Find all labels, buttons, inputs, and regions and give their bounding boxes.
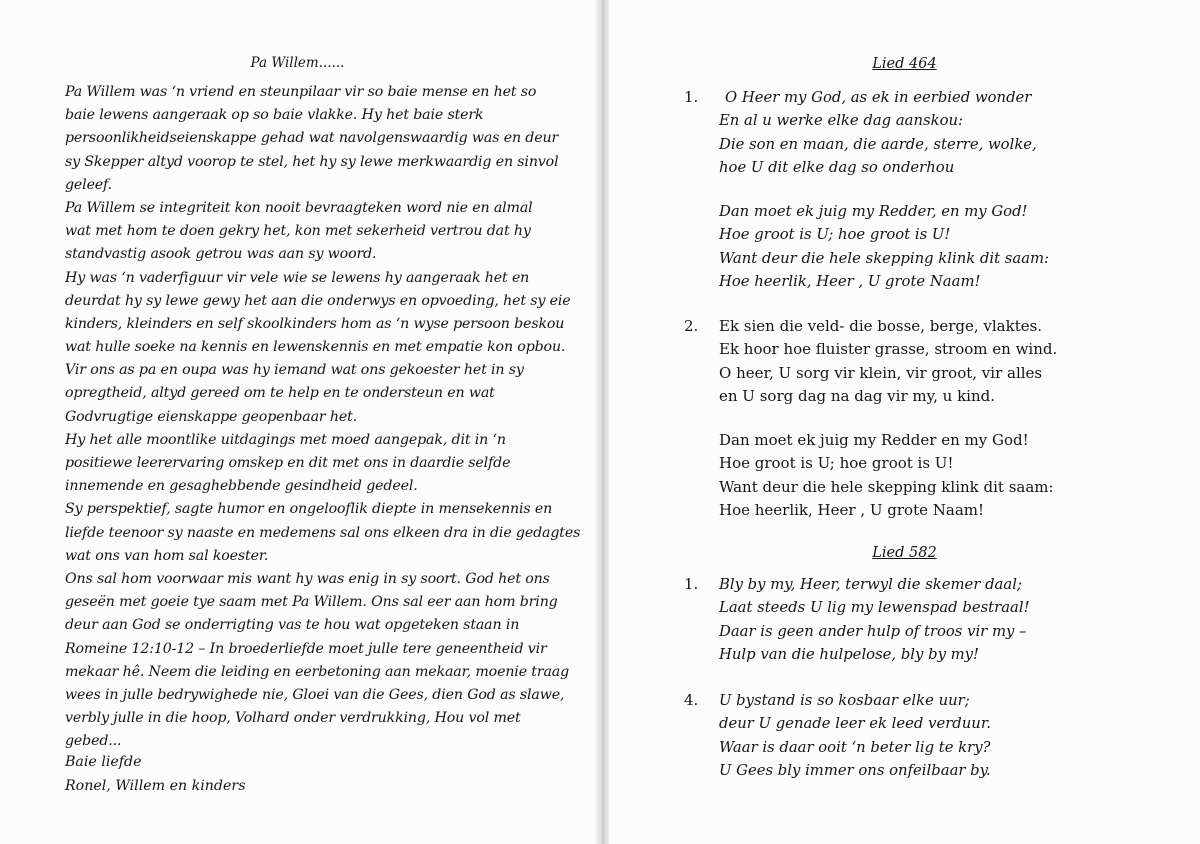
tribute-title: Pa Willem......: [250, 55, 345, 71]
tribute-line: geleef.: [65, 176, 113, 193]
closing-greeting: Baie liefde: [65, 754, 142, 770]
tribute-line: Romeine 12:10-12 – In broederliefde moet julle tere geneentheid vir: [65, 640, 547, 657]
tribute-closing: [65, 751, 245, 798]
hymn-title-464: Lied 464: [872, 56, 937, 72]
tribute-line: persoonlikheidseienskappe gehad wat navolgenswaardig was en deur: [65, 130, 559, 147]
verse-line: Bly by my, Heer, terwyl die skemer daal;: [719, 576, 1022, 593]
verse-line: O Heer my God, as ek in eerbied wonder: [725, 89, 1032, 106]
verse-line: Hulp van die hulpelose, bly by my!: [719, 646, 979, 664]
tribute-line: kinders, kleinders en self skoolkinders hom as ‘n wyse persoon beskou: [65, 315, 565, 332]
tribute-line: Sy perspektief, sagte humor en ongelooflik diepte in mensekennis en: [65, 501, 553, 518]
tribute-line: wees in julle bedrywighede nie, Gloei van die Gees, dien God as slawe,: [65, 686, 565, 703]
closing-signature: Ronel, Willem en kinders: [65, 777, 246, 794]
refrain-line: Hoe groot is U; hoe groot is U!: [719, 226, 951, 244]
refrain-text: [719, 200, 1049, 294]
verse-line: Laat steeds U lig my lewenspad bestraal!: [719, 599, 1030, 617]
tribute-line: verbly julle in die hoop, Volhard onder verdrukking, Hou vol met: [65, 710, 521, 727]
verse-line: U bystand is so kosbaar elke uur;: [719, 692, 970, 709]
tribute-line: Godvrugtige eienskappe geopenbaar het.: [65, 408, 358, 425]
verse-line: Ek sien die veld- die bosse, berge, vlaktes.: [719, 317, 1043, 335]
verse-text: [719, 573, 1030, 667]
verse-line: En al u werke elke dag aanskou:: [719, 112, 963, 130]
tribute-text: [65, 81, 585, 753]
tribute-line: mekaar hê. Neem die leiding en eerbetoning aan mekaar, moenie traag: [65, 663, 570, 680]
right-page: [609, 0, 1200, 844]
verse-line: hoe U dit elke dag so onderhou: [719, 159, 955, 177]
verse-text: [719, 315, 1057, 409]
left-page: [0, 0, 595, 844]
tribute-line: standvastig asook getrou was aan sy woord.: [65, 246, 377, 263]
tribute-line: wat ons van hom sal koester.: [65, 547, 269, 564]
refrain-line: Hoe heerlik, Heer , U grote Naam!: [719, 273, 981, 291]
tribute-line: innemende en gesaghebbende gesindheid gedeel.: [65, 478, 418, 495]
verse-line: deur U genade leer ek leed verduur.: [719, 715, 991, 733]
hymn-title-582: Lied 582: [872, 545, 937, 561]
tribute-line: sy Skepper altyd voorop te stel, het hy sy lewe merkwaardig en sinvol: [65, 153, 559, 170]
tribute-line: baie lewens aangeraak op so baie vlakke. Hy het baie sterk: [65, 107, 484, 124]
verse-number: 1.: [684, 575, 699, 593]
verse-line: O heer, U sorg vir klein, vir groot, vir alles: [719, 363, 1043, 382]
verse-text: [719, 689, 991, 783]
refrain-line: Dan moet ek juig my Redder en my God!: [719, 431, 1029, 449]
tribute-line: geseën met goeie tye saam met Pa Willem. Ons sal eer aan hom bring: [65, 594, 558, 611]
tribute-line: Ons sal hom voorwaar mis want hy was enig in sy soort. God het ons: [65, 570, 550, 587]
tribute-line: Hy het alle moontlike uitdagings met moed aangepak, dit in ‘n: [65, 431, 506, 448]
refrain-text: [719, 429, 1054, 523]
tribute-line: opregtheid, altyd gereed om te help en te ondersteun en wat: [65, 385, 495, 402]
tribute-line: wat met hom te doen gekry het, kon met sekerheid vertrou dat hy: [65, 223, 531, 240]
verse-line: Ek hoor hoe fluister grasse, stroom en wind.: [719, 340, 1058, 359]
tribute-line: Hy was ‘n vaderfiguur vir vele wie se lewens hy aangeraak het en: [65, 269, 530, 286]
verse-line: Die son en maan, die aarde, sterre, wolke,: [719, 135, 1037, 153]
verse-number: 2.: [684, 317, 699, 335]
tribute-line: Vir ons as pa en oupa was hy iemand wat ons gekoester het in sy: [65, 362, 524, 379]
tribute-line: positiewe leerervaring omskep en dit met ons in daardie selfde: [65, 455, 511, 471]
refrain-line: Want deur die hele skepping klink dit saam:: [719, 249, 1050, 267]
verse-number: 4.: [684, 691, 699, 709]
refrain-line: Hoe groot is U; hoe groot is U!: [719, 454, 954, 473]
refrain-line: Dan moet ek juig my Redder, en my God!: [719, 203, 1028, 220]
verse-line: Daar is geen ander hulp of troos vir my –: [719, 622, 1027, 640]
verse-text: [719, 86, 1037, 180]
verse-line: en U sorg dag na dag vir my, u kind.: [719, 387, 995, 406]
verse-line: U Gees bly immer ons onfeilbaar by.: [719, 762, 991, 780]
refrain-line: Want deur die hele skepping klink dit saam:: [719, 477, 1054, 496]
tribute-line: Pa Willem was ‘n vriend en steunpilaar vir so baie mense en het so: [65, 84, 537, 100]
tribute-line: deurdat hy sy lewe gewy het aan die onderwys en opvoeding, het sy eie: [65, 292, 571, 309]
verse-number: 1.: [684, 88, 699, 106]
page-fold: [595, 0, 609, 844]
tribute-line: Pa Willem se integriteit kon nooit bevraagteken word nie en almal: [65, 199, 533, 216]
tribute-line: wat hulle soeke na kennis en lewenskennis en met empatie kon opbou.: [65, 339, 566, 356]
tribute-line: gebed...: [65, 733, 122, 750]
tribute-line: deur aan God se onderrigting vas te hou wat opgeteken staan in: [65, 617, 520, 634]
tribute-line: liefde teenoor sy naaste en medemens sal ons elkeen dra in die gedagtes: [65, 524, 581, 541]
refrain-line: Hoe heerlik, Heer , U grote Naam!: [719, 501, 985, 520]
verse-line: Waar is daar ooit ‘n beter lig te kry?: [719, 738, 991, 756]
